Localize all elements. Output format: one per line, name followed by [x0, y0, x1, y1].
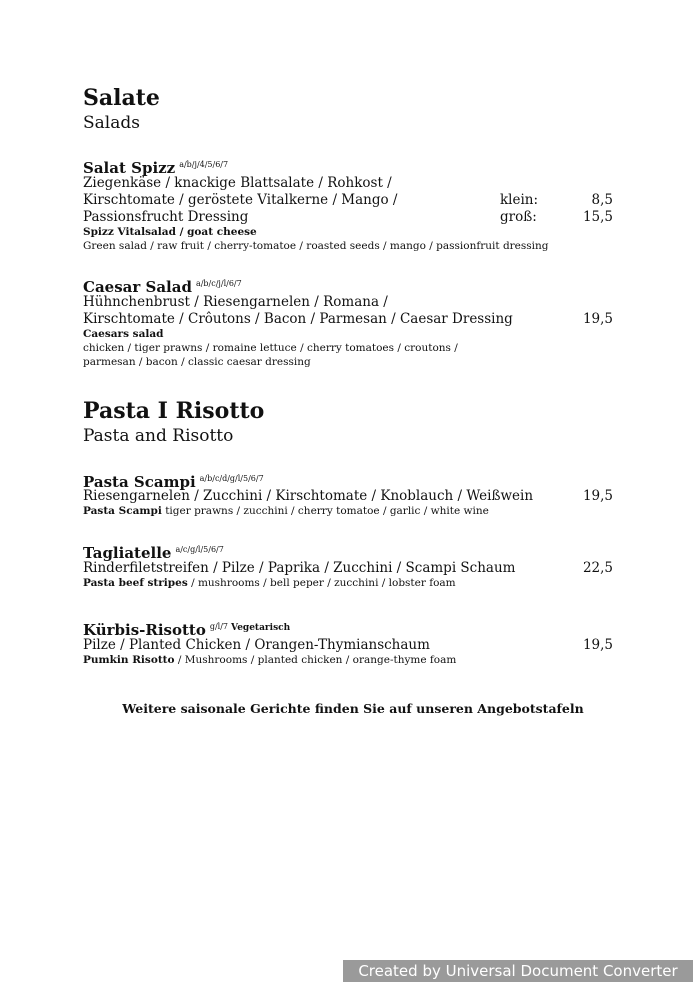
vegetarian-tag: Vegetarisch — [231, 623, 291, 633]
dish-description-line: Hühnchenbrust / Riesengarnelen / Romana / — [83, 294, 388, 310]
allergen-codes: a/c/g/l/5/6/7 — [175, 545, 224, 554]
dish-name: Pasta Scampi $^{a/b/c/d/g/l/5/6/7}$ — [83, 473, 264, 491]
section-title: Salate — [83, 85, 160, 111]
allergen-codes: a/b/j/4/5/6/7 — [179, 160, 229, 169]
english-description: Green salad / raw fruit / cherry-tomatoe / roasted seeds / mango / passionfruit dressing — [83, 240, 549, 252]
english-name: Spizz Vitalsalad / goat cheese — [83, 226, 257, 238]
dish-description-line: Riesengarnelen / Zucchini / Kirschtomate / Knoblauch / Weißwein — [83, 488, 534, 504]
size-label: groß: — [500, 209, 537, 225]
dish-description-line: Ziegenkäse / knackige Blattsalate / Rohkost / — [83, 175, 392, 191]
size-label: klein: — [500, 192, 539, 208]
dish-name: Salat Spizz $^{a/b/j/4/5/6/7}$ — [83, 159, 229, 177]
dish-name: Tagliatelle $^{a/c/g/l/5/6/7}$ — [83, 544, 224, 562]
price: 19,5 — [582, 311, 613, 327]
english-name: Caesars salad — [83, 328, 164, 340]
price: 19,5 — [582, 637, 613, 653]
price: 19,5 — [582, 488, 613, 504]
section-subtitle: Salads — [83, 113, 140, 133]
english-description: Pasta Scampi tiger prawns / zucchini / cherry tomatoe / garlic / white wine — [83, 505, 489, 517]
price: 15,5 — [582, 209, 613, 225]
section-subtitle: Pasta and Risotto — [83, 426, 234, 446]
dish-description-line: Kirschtomate / geröstete Vitalkerne / Mango / — [83, 192, 398, 208]
dish-description-line: Pilze / Planted Chicken / Orangen-Thymianschaum — [83, 637, 430, 653]
dish-name: Kürbis-Risotto $^{g/l/7}$ $^{Vegetarisch}$ — [83, 621, 291, 639]
english-description: parmesan / bacon / classic caesar dressing — [83, 356, 311, 368]
english-description: chicken / tiger prawns / romaine lettuce / cherry tomatoes / croutons / — [83, 342, 458, 354]
english-description: Pasta beef stripes / mushrooms / bell peper / zucchini / lobster foam — [83, 577, 456, 589]
dish-name: Caesar Salad $^{a/b/c/j/l/6/7}$ — [83, 278, 242, 296]
dish-description-line: Kirschtomate / Crôutons / Bacon / Parmesan / Caesar Dressing — [83, 311, 513, 327]
section-title: Pasta I Risotto — [83, 398, 265, 424]
allergen-codes: a/b/c/j/l/6/7 — [195, 279, 242, 288]
price: 8,5 — [591, 192, 613, 208]
dish-description-line: Rinderfiletstreifen / Pilze / Paprika / Zucchini / Scampi Schaum — [83, 560, 516, 576]
allergen-codes: a/b/c/d/g/l/5/6/7 — [199, 474, 264, 483]
price: 22,5 — [582, 560, 613, 576]
allergen-codes: g/l/7 — [209, 622, 229, 631]
dish-description-line: Passionsfrucht Dressing — [83, 209, 249, 225]
footer-note: Weitere saisonale Gerichte finden Sie auf unseren Angebotstafeln — [122, 701, 584, 716]
watermark: Created by Universal Document Converter — [343, 960, 693, 982]
english-description: Pumkin Risotto / Mushrooms / planted chicken / orange-thyme foam — [83, 654, 457, 666]
